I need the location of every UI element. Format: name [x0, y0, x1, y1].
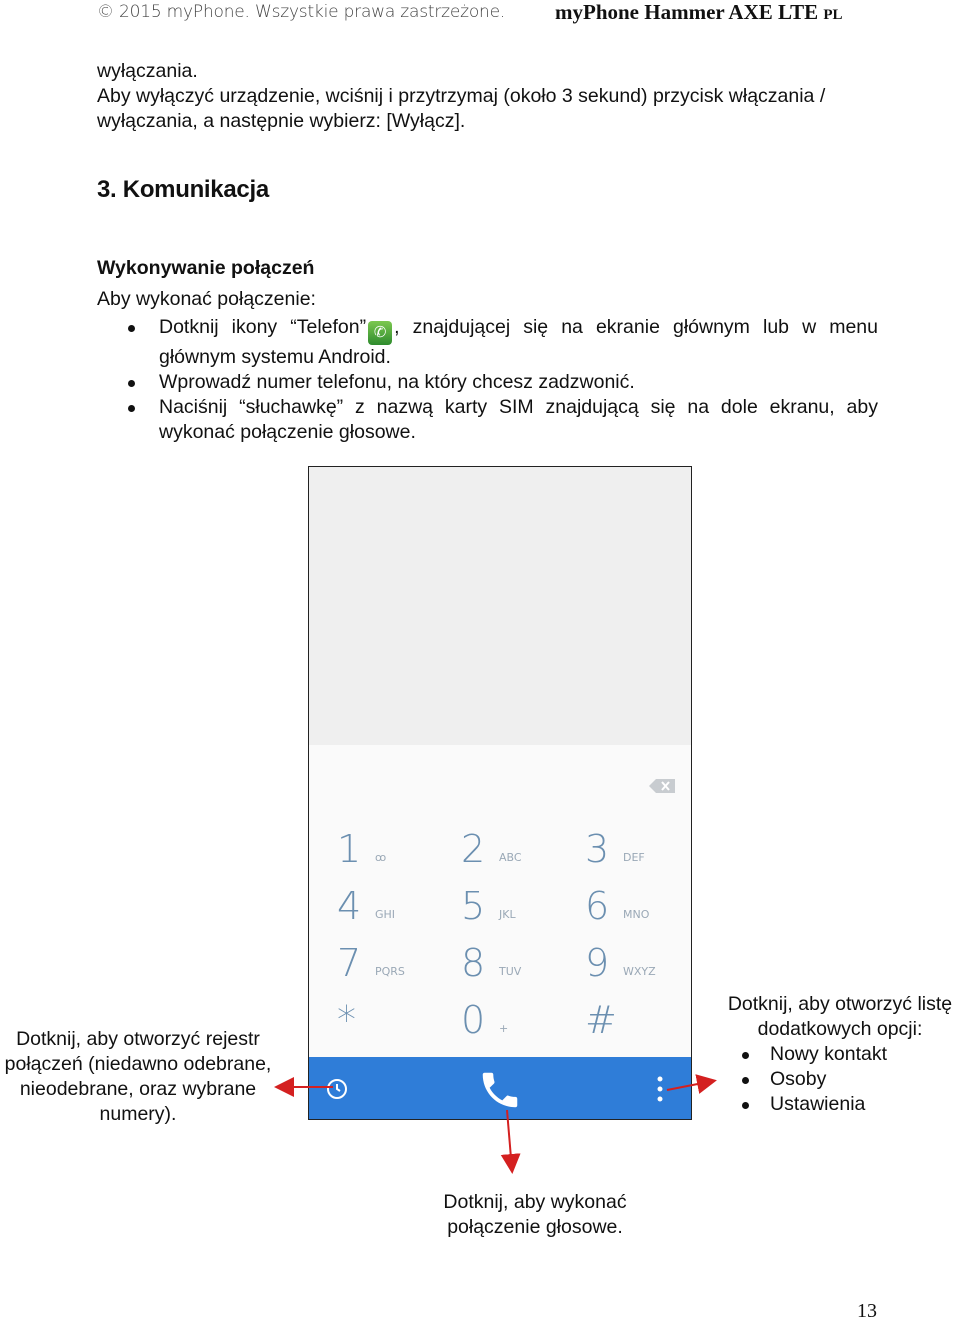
key-digit: 4 [337, 884, 362, 928]
key-letters: ꝏ [375, 851, 387, 864]
language-code: PL [823, 7, 843, 23]
key-letters: JKL [499, 908, 516, 921]
key-digit: 1 [337, 827, 362, 871]
key-digit: 8 [461, 941, 486, 985]
arrow-to-menu [667, 1081, 713, 1090]
key-letters: TUV [499, 965, 522, 978]
intro-line-3: wyłączania, a następnie wybierz: [Wyłącz]. [97, 110, 466, 132]
intro-line-2: Aby wyłączyć urządzenie, wciśnij i przytrzymaj (około 3 sekund) przycisk włączania / [97, 85, 826, 107]
list-item: Osoby [742, 1067, 960, 1092]
key-digit: 5 [461, 884, 486, 928]
key-digit: * [337, 998, 356, 1042]
phone-app-icon: ✆ [368, 321, 392, 345]
key-digit: 9 [585, 941, 610, 985]
key-letters: GHI [375, 908, 396, 921]
key-digit: 7 [337, 941, 362, 985]
intro-line-1: wyłączania. [97, 60, 198, 82]
copyright-notice: © 2015 myPhone. Wszystkie prawa zastrzeżone. [97, 2, 506, 22]
arrow-to-call [507, 1110, 512, 1170]
section-title: 3. Komunikacja [97, 176, 269, 203]
callout-menu [720, 992, 960, 1117]
key-letters: WXYZ [623, 965, 656, 978]
key-letters: MNO [623, 908, 650, 921]
bullet-1-text-b: , znajdującej się na ekranie głównym lub w menu głównym systemu Android. [159, 316, 878, 368]
subsection-title: Wykonywanie połączeń [97, 257, 315, 279]
key-digit: 6 [585, 884, 610, 928]
menu-options-list [720, 1042, 960, 1117]
key-letters: PQRS [375, 965, 405, 978]
bullet-1-text-a: Dotknij ikony “Telefon” [159, 316, 367, 338]
key-digit: 2 [461, 827, 486, 871]
key-digit: # [585, 998, 617, 1042]
lead-text: Aby wykonać połączenie: [97, 288, 316, 310]
key-letters: + [499, 1022, 509, 1035]
model-name: myPhone Hammer AXE LTE [555, 0, 819, 24]
key-letters: DEF [623, 851, 645, 864]
callout-history: Dotknij, aby otworzyć rejestr połączeń (niedawno odebrane, nieodebrane, oraz wybrane numery). [4, 1028, 272, 1125]
key-digit: 3 [585, 827, 610, 871]
key-letters: ABC [499, 851, 522, 864]
list-item: Naciśnij “słuchawkę” z nazwą karty SIM znajdującą się na dole ekranu, aby wykonać połączenie głosowe. [128, 395, 878, 445]
list-item: Wprowadź numer telefonu, na który chcesz zadzwonić. [128, 370, 878, 395]
callout-menu-title: Dotknij, aby otworzyć listę dodatkowych opcji: [727, 993, 953, 1040]
key-digit: 0 [461, 998, 486, 1042]
page-number: 13 [857, 1300, 877, 1322]
callout-call: Dotknij, aby wykonać połączenie głosowe. [443, 1191, 627, 1238]
list-item: Nowy kontakt [742, 1042, 960, 1067]
list-item: Ustawienia [742, 1092, 960, 1117]
